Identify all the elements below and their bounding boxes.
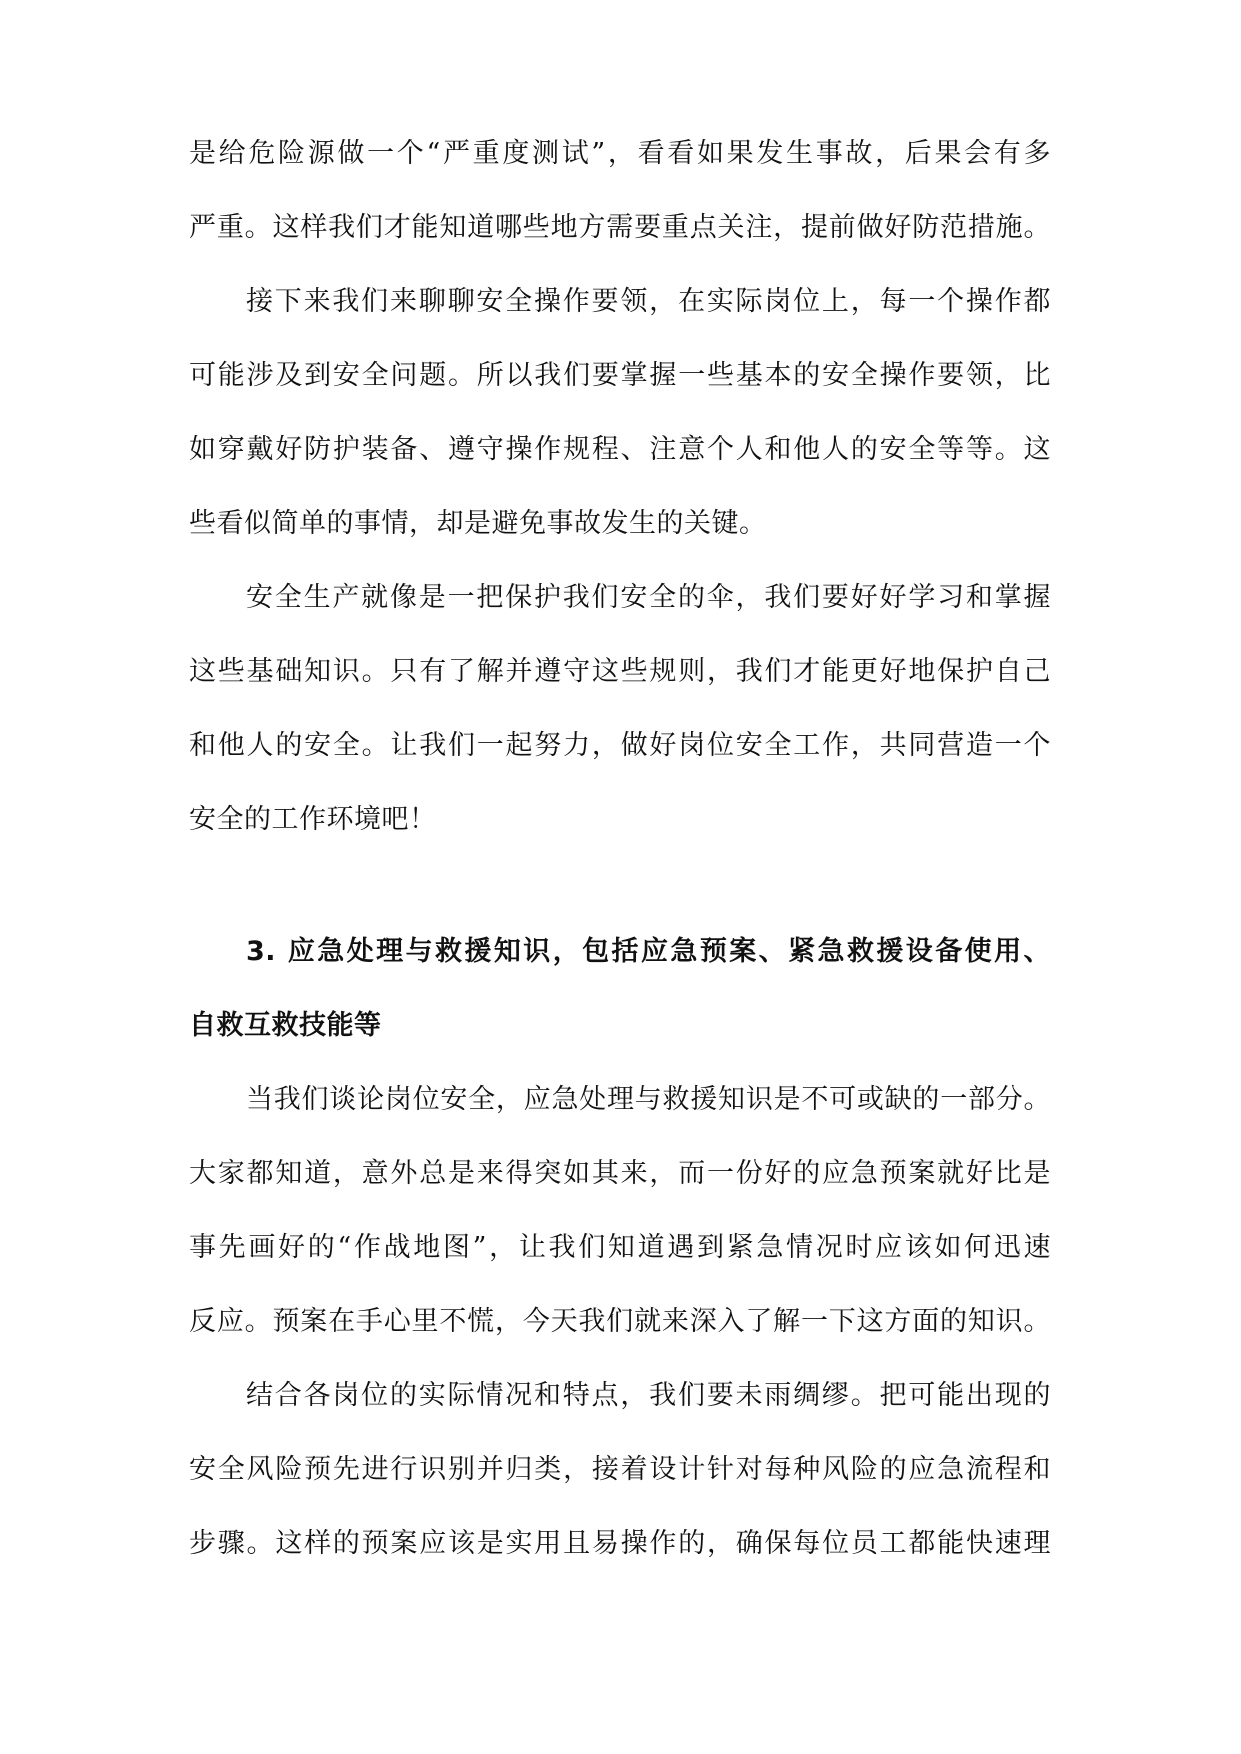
paragraph-line: 可能涉及到安全问题。所以我们要掌握一些基本的安全操作要领，比 (189, 360, 1051, 391)
paragraph-line: 是给危险源做一个“严重度测试”，看看如果发生事故，后果会有多 (189, 138, 1051, 169)
paragraph-line: 如穿戴好防护装备、遵守操作规程、注意个人和他人的安全等等。这 (189, 434, 1051, 465)
paragraph-line: 反应。预案在手心里不慌，今天我们就来深入了解一下这方面的知识。 (189, 1306, 1051, 1337)
paragraph-line: 安全的工作环境吧！ (189, 804, 437, 835)
paragraph-line: 这些基础知识。只有了解并遵守这些规则，我们才能更好地保护自己 (189, 656, 1051, 687)
paragraph-line: 和他人的安全。让我们一起努力，做好岗位安全工作，共同营造一个 (189, 730, 1051, 761)
paragraph-line: 些看似简单的事情，却是避免事故发生的关键。 (189, 508, 767, 539)
paragraph-line: 严重。这样我们才能知道哪些地方需要重点关注，提前做好防范措施。 (189, 212, 1051, 243)
paragraph-line: 步骤。这样的预案应该是实用且易操作的，确保每位员工都能快速理 (189, 1528, 1051, 1559)
section-heading-line: 自救互救技能等 (189, 1010, 382, 1041)
paragraph-line: 事先画好的“作战地图”，让我们知道遇到紧急情况时应该如何迅速 (189, 1232, 1051, 1263)
section-heading-line: 3. 应急处理与救援知识，包括应急预案、紧急救援设备使用、 (246, 936, 1051, 967)
paragraph-line: 结合各岗位的实际情况和特点，我们要未雨绸缪。把可能出现的 (246, 1380, 1051, 1411)
paragraph-line: 大家都知道，意外总是来得突如其来，而一份好的应急预案就好比是 (189, 1158, 1051, 1189)
paragraph-line: 接下来我们来聊聊安全操作要领，在实际岗位上，每一个操作都 (246, 286, 1051, 317)
paragraph-line: 安全风险预先进行识别并归类，接着设计针对每种风险的应急流程和 (189, 1454, 1051, 1485)
paragraph-line: 当我们谈论岗位安全，应急处理与救援知识是不可或缺的一部分。 (246, 1084, 1051, 1115)
paragraph-line: 安全生产就像是一把保护我们安全的伞，我们要好好学习和掌握 (246, 582, 1051, 613)
